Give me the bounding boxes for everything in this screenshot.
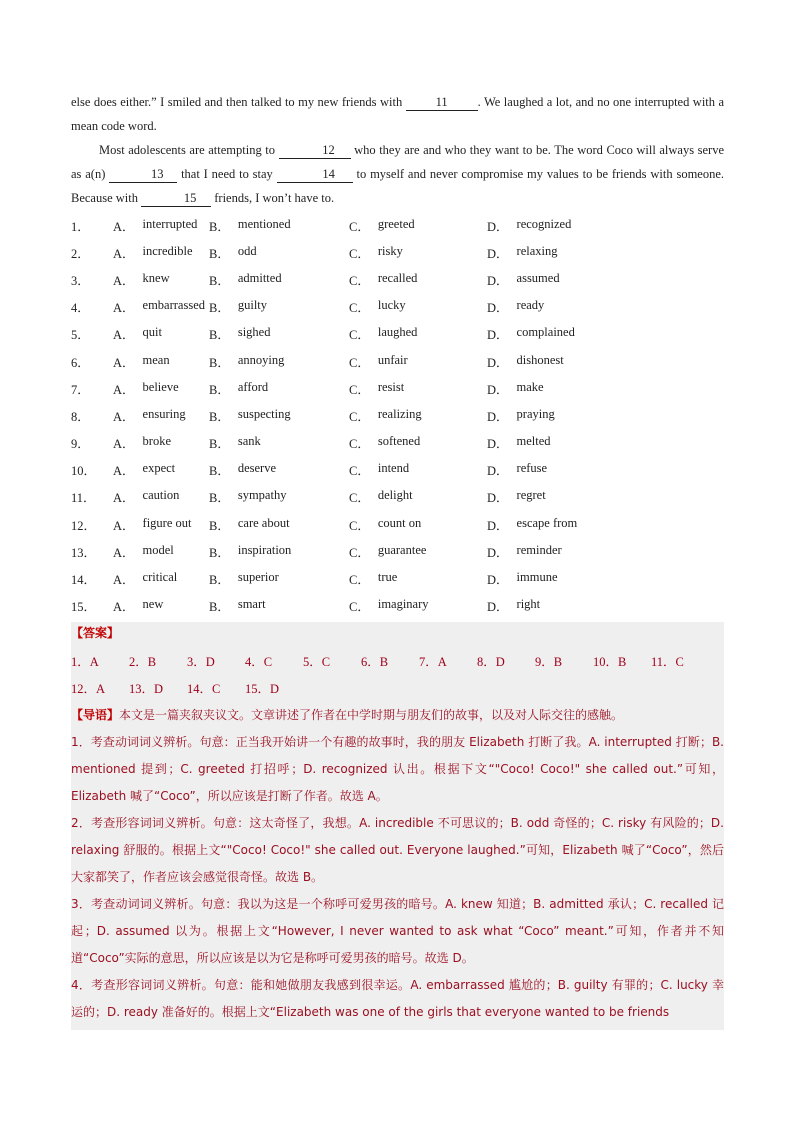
option-b <box>209 516 349 534</box>
question-row <box>71 538 724 565</box>
option-text: recalled <box>377 270 418 285</box>
option-text: suspecting <box>237 406 291 421</box>
option-text: interrupted <box>142 216 198 231</box>
option-text: figure out <box>142 515 192 530</box>
option-letter: C． <box>349 437 370 452</box>
option-d <box>487 570 607 588</box>
option-letter: D． <box>487 382 509 397</box>
question-row <box>71 348 724 375</box>
answer-item: 3．D <box>187 655 215 669</box>
option-text: relaxing <box>516 243 558 258</box>
option-a <box>113 543 209 561</box>
option-a <box>113 298 209 316</box>
option-letter: D． <box>487 219 509 234</box>
answer-item: 11．C <box>651 655 684 669</box>
option-text: inspiration <box>237 542 292 557</box>
option-text: greeted <box>377 216 415 231</box>
option-text: reminder <box>516 542 562 557</box>
option-text: lucky <box>377 298 406 313</box>
option-b <box>209 488 349 506</box>
option-text: laughed <box>377 325 418 340</box>
option-d <box>487 325 607 343</box>
question-row <box>71 430 724 457</box>
option-b <box>209 461 349 479</box>
option-c <box>349 380 487 398</box>
question-number: 4． <box>71 301 90 316</box>
option-text: guilty <box>237 298 268 313</box>
option-letter: B． <box>209 301 230 316</box>
option-letter: D． <box>487 273 509 288</box>
question-row <box>71 321 724 348</box>
option-c <box>349 244 487 262</box>
option-letter: C． <box>349 328 370 343</box>
option-letter: A． <box>113 246 135 261</box>
option-letter: C． <box>349 545 370 560</box>
option-text: annoying <box>237 352 285 367</box>
option-a <box>113 597 209 615</box>
option-text: superior <box>237 570 279 585</box>
option-letter: D． <box>487 600 509 615</box>
question-row <box>71 402 724 429</box>
option-text: immune <box>516 570 558 585</box>
option-c <box>349 217 487 235</box>
passage-text: to myself and never compromise my values to be friends with someone. Because with <box>71 167 725 205</box>
option-b <box>209 298 349 316</box>
answer-item: 2．B <box>129 655 157 669</box>
option-b <box>209 244 349 262</box>
question-number: 11． <box>71 491 96 506</box>
option-text: caution <box>142 488 180 503</box>
option-text: guarantee <box>377 542 427 557</box>
question-number: 1． <box>71 219 90 234</box>
option-text: believe <box>142 379 179 394</box>
blank-14: 14 <box>277 166 353 183</box>
option-letter: C． <box>349 409 370 424</box>
option-c <box>349 407 487 425</box>
option-letter: C． <box>349 491 370 506</box>
option-letter: C． <box>349 573 370 588</box>
option-text: assumed <box>516 270 560 285</box>
passage-text: else does either.” I smiled and then talked to my new friends with <box>71 95 403 109</box>
question-row <box>71 294 724 321</box>
option-text: risky <box>377 243 403 258</box>
passage-text: that I need to stay <box>181 167 273 181</box>
option-d <box>487 217 607 235</box>
option-letter: B． <box>209 573 230 588</box>
option-text: regret <box>516 488 546 503</box>
option-letter: A． <box>113 409 135 424</box>
answer-item: 8．D <box>477 655 505 669</box>
passage-area <box>71 90 724 620</box>
option-letter: C． <box>349 301 370 316</box>
option-b <box>209 325 349 343</box>
option-letter: B． <box>209 355 230 370</box>
question-number: 6． <box>71 355 90 370</box>
option-text: intend <box>377 461 410 476</box>
question-number: 15． <box>71 600 97 615</box>
option-a <box>113 244 209 262</box>
option-text: mean <box>142 352 170 367</box>
option-c <box>349 461 487 479</box>
explanation-title: 【导语】 <box>71 708 120 722</box>
option-letter: B． <box>209 409 230 424</box>
option-d <box>487 353 607 371</box>
option-letter: D． <box>487 246 509 261</box>
option-d <box>487 298 607 316</box>
option-text: odd <box>237 243 257 258</box>
option-a <box>113 380 209 398</box>
option-b <box>209 353 349 371</box>
option-text: sank <box>237 434 261 449</box>
option-letter: A． <box>113 301 135 316</box>
option-c <box>349 597 487 615</box>
option-text: incredible <box>142 243 193 258</box>
option-letter: A． <box>113 491 135 506</box>
option-text: new <box>142 597 164 612</box>
option-letter: B． <box>209 518 230 533</box>
option-text: softened <box>377 434 421 449</box>
option-text: sympathy <box>237 488 287 503</box>
option-letter: A． <box>113 355 135 370</box>
option-letter: D． <box>487 464 509 479</box>
option-letter: D． <box>487 491 509 506</box>
option-letter: A． <box>113 328 135 343</box>
option-letter: B． <box>209 328 230 343</box>
option-letter: C． <box>349 219 370 234</box>
option-letter: D． <box>487 355 509 370</box>
option-c <box>349 325 487 343</box>
option-text: make <box>516 379 544 394</box>
option-text: expect <box>142 461 176 476</box>
option-text: critical <box>142 570 178 585</box>
option-letter: A． <box>113 219 135 234</box>
question-number: 12． <box>71 518 97 533</box>
question-number: 8． <box>71 409 90 424</box>
option-text: resist <box>377 379 405 394</box>
question-row <box>71 484 724 511</box>
option-a <box>113 217 209 235</box>
answer-item: 6．B <box>361 655 389 669</box>
option-text: smart <box>237 597 266 612</box>
option-text: deserve <box>237 461 277 476</box>
option-text: unfair <box>377 352 408 367</box>
blank-13: 13 <box>109 166 177 183</box>
answer-item: 12．A <box>71 682 106 696</box>
option-d <box>487 271 607 289</box>
question-row <box>71 457 724 484</box>
answer-row-2 <box>71 679 303 697</box>
option-letter: B． <box>209 246 230 261</box>
option-b <box>209 570 349 588</box>
option-text: dishonest <box>516 352 564 367</box>
option-b <box>209 271 349 289</box>
option-a <box>113 325 209 343</box>
option-text: embarrassed <box>142 298 206 313</box>
option-text: complained <box>516 325 575 340</box>
option-letter: C． <box>349 518 370 533</box>
option-b <box>209 407 349 425</box>
option-c <box>349 434 487 452</box>
option-letter: C． <box>349 273 370 288</box>
option-text: right <box>516 597 541 612</box>
option-letter: D． <box>487 518 509 533</box>
passage-text: who they are and who they want to be. The word Coco will always serve as a(n) <box>71 143 725 181</box>
answer-item: 1．A <box>71 655 99 669</box>
question-number: 9． <box>71 437 90 452</box>
question-number: 13． <box>71 545 97 560</box>
answer-item: 10．B <box>593 655 627 669</box>
answer-item: 4．C <box>245 655 273 669</box>
option-text: ready <box>516 298 545 313</box>
option-c <box>349 271 487 289</box>
option-letter: D． <box>487 409 509 424</box>
option-b <box>209 434 349 452</box>
option-letter: A． <box>113 600 135 615</box>
option-letter: A． <box>113 382 135 397</box>
question-list <box>71 212 724 620</box>
option-d <box>487 244 607 262</box>
question-row <box>71 266 724 293</box>
answer-row-1 <box>71 652 709 670</box>
option-text: sighed <box>237 325 271 340</box>
option-a <box>113 488 209 506</box>
option-letter: A． <box>113 437 135 452</box>
explanation-item-3: 3．考查动词词义辨析。句意：我以为这是一个称呼可爱男孩的暗号。A. knew 知道；B. admitted 承认；C. recalled 记起；D. assumed 以为。根据上文“However, I never wanted to ask what “Coco” meant.”可知，作者并不知道“Coco”实际的意思，所以应该是以为它是称呼可爱男孩的暗号。故选 D。 <box>71 897 724 965</box>
question-row <box>71 593 724 620</box>
option-text: afford <box>237 379 269 394</box>
question-row <box>71 212 724 239</box>
option-d <box>487 407 607 425</box>
option-b <box>209 217 349 235</box>
option-text: ensuring <box>142 406 186 421</box>
explanation-intro: 本文是一篇夹叙夹议文。文章讲述了作者在中学时期与朋友们的故事，以及对人际交往的感触。 <box>119 708 624 722</box>
answer-item: 5．C <box>303 655 331 669</box>
option-letter: A． <box>113 273 135 288</box>
option-a <box>113 407 209 425</box>
option-text: imaginary <box>377 597 429 612</box>
passage-paragraph-1 <box>71 90 724 138</box>
explanation-item-2: 2．考查形容词词义辨析。句意：这太奇怪了，我想。A. incredible 不可思议的；B. odd 奇怪的；C. risky 有风险的；D. relaxing 舒服的。根据上文“"Coco! Coco!" she called out. Everyone laughed.”可知，Elizabeth 喊了“Coco”，然后大家都笑了，作者应该会感觉很奇怪。故选 B。 <box>71 816 724 884</box>
question-number: 7． <box>71 382 90 397</box>
question-number: 5． <box>71 328 90 343</box>
question-number: 2． <box>71 246 90 261</box>
option-c <box>349 298 487 316</box>
explanation-block <box>71 702 724 1026</box>
option-text: realizing <box>377 406 422 421</box>
blank-11: 11 <box>406 94 478 111</box>
passage-paragraph-2 <box>71 138 724 210</box>
option-a <box>113 434 209 452</box>
option-d <box>487 380 607 398</box>
option-text: praying <box>516 406 555 421</box>
option-text: escape from <box>516 515 578 530</box>
option-d <box>487 516 607 534</box>
option-letter: A． <box>113 573 135 588</box>
option-letter: A． <box>113 464 135 479</box>
option-text: count on <box>377 515 422 530</box>
option-d <box>487 461 607 479</box>
option-c <box>349 543 487 561</box>
option-d <box>487 434 607 452</box>
option-letter: C． <box>349 246 370 261</box>
option-d <box>487 597 607 615</box>
option-text: broke <box>142 434 171 449</box>
option-letter: B． <box>209 273 230 288</box>
option-text: quit <box>142 325 162 340</box>
option-letter: A． <box>113 545 135 560</box>
option-text: care about <box>237 515 290 530</box>
option-text: refuse <box>516 461 548 476</box>
answer-item: 15．D <box>245 682 280 696</box>
option-text: model <box>142 542 174 557</box>
option-letter: D． <box>487 573 509 588</box>
answer-item: 7．A <box>419 655 447 669</box>
option-d <box>487 488 607 506</box>
option-letter: A． <box>113 518 135 533</box>
option-a <box>113 570 209 588</box>
option-letter: B． <box>209 219 230 234</box>
option-c <box>349 488 487 506</box>
explanation-item-1: 1．考查动词词义辨析。句意：正当我开始讲一个有趣的故事时，我的朋友 Elizabeth 打断了我。A. interrupted 打断；B. mentioned 提到；C. greeted 打招呼；D. recognized 认出。根据下文“"Coco! Coco!" she called out.”可知，Elizabeth 喊了“Coco”，所以应该是打断了作者。故选 A。 <box>71 735 724 803</box>
option-letter: D． <box>487 328 509 343</box>
option-letter: B． <box>209 600 230 615</box>
option-a <box>113 516 209 534</box>
question-row <box>71 375 724 402</box>
option-text: recognized <box>516 216 572 231</box>
question-number: 3． <box>71 273 90 288</box>
option-b <box>209 597 349 615</box>
option-text: knew <box>142 270 170 285</box>
option-letter: B． <box>209 382 230 397</box>
option-text: true <box>377 570 398 585</box>
option-letter: C． <box>349 464 370 479</box>
answer-section <box>71 622 724 1030</box>
option-letter: B． <box>209 437 230 452</box>
question-row <box>71 565 724 592</box>
option-letter: B． <box>209 464 230 479</box>
option-letter: C． <box>349 600 370 615</box>
answer-item: 9．B <box>535 655 563 669</box>
explanation-item-4: 4．考查形容词词义辨析。句意：能和她做朋友我感到很幸运。A. embarrassed 尴尬的；B. guilty 有罪的；C. lucky 幸运的；D. ready 准备好的。根据上文“Elizabeth was one of the girls that everyone wanted to be friends <box>71 978 724 1019</box>
option-text: mentioned <box>237 216 291 231</box>
blank-15: 15 <box>141 190 211 207</box>
option-letter: D． <box>487 545 509 560</box>
option-c <box>349 570 487 588</box>
option-letter: B． <box>209 491 230 506</box>
question-number: 10． <box>71 464 97 479</box>
option-letter: C． <box>349 355 370 370</box>
question-row <box>71 239 724 266</box>
passage-text: Most adolescents are attempting to <box>99 143 275 157</box>
answer-item: 13．D <box>129 682 164 696</box>
option-c <box>349 353 487 371</box>
answer-item: 14．C <box>187 682 221 696</box>
option-c <box>349 516 487 534</box>
passage-text: friends, I won’t have to. <box>214 191 335 205</box>
option-letter: C． <box>349 382 370 397</box>
option-text: melted <box>516 434 551 449</box>
option-letter: B． <box>209 545 230 560</box>
option-a <box>113 353 209 371</box>
option-a <box>113 461 209 479</box>
option-a <box>113 271 209 289</box>
answer-title: 【答案】 <box>71 626 120 640</box>
question-number: 14． <box>71 573 97 588</box>
option-text: delight <box>377 488 413 503</box>
passage-text: . We laughed a lot, and no one interrupted with a mean code word. <box>71 95 725 133</box>
option-letter: D． <box>487 437 509 452</box>
option-text: admitted <box>237 270 282 285</box>
blank-12: 12 <box>279 142 351 159</box>
question-row <box>71 511 724 538</box>
option-b <box>209 543 349 561</box>
option-letter: D． <box>487 301 509 316</box>
option-b <box>209 380 349 398</box>
option-d <box>487 543 607 561</box>
